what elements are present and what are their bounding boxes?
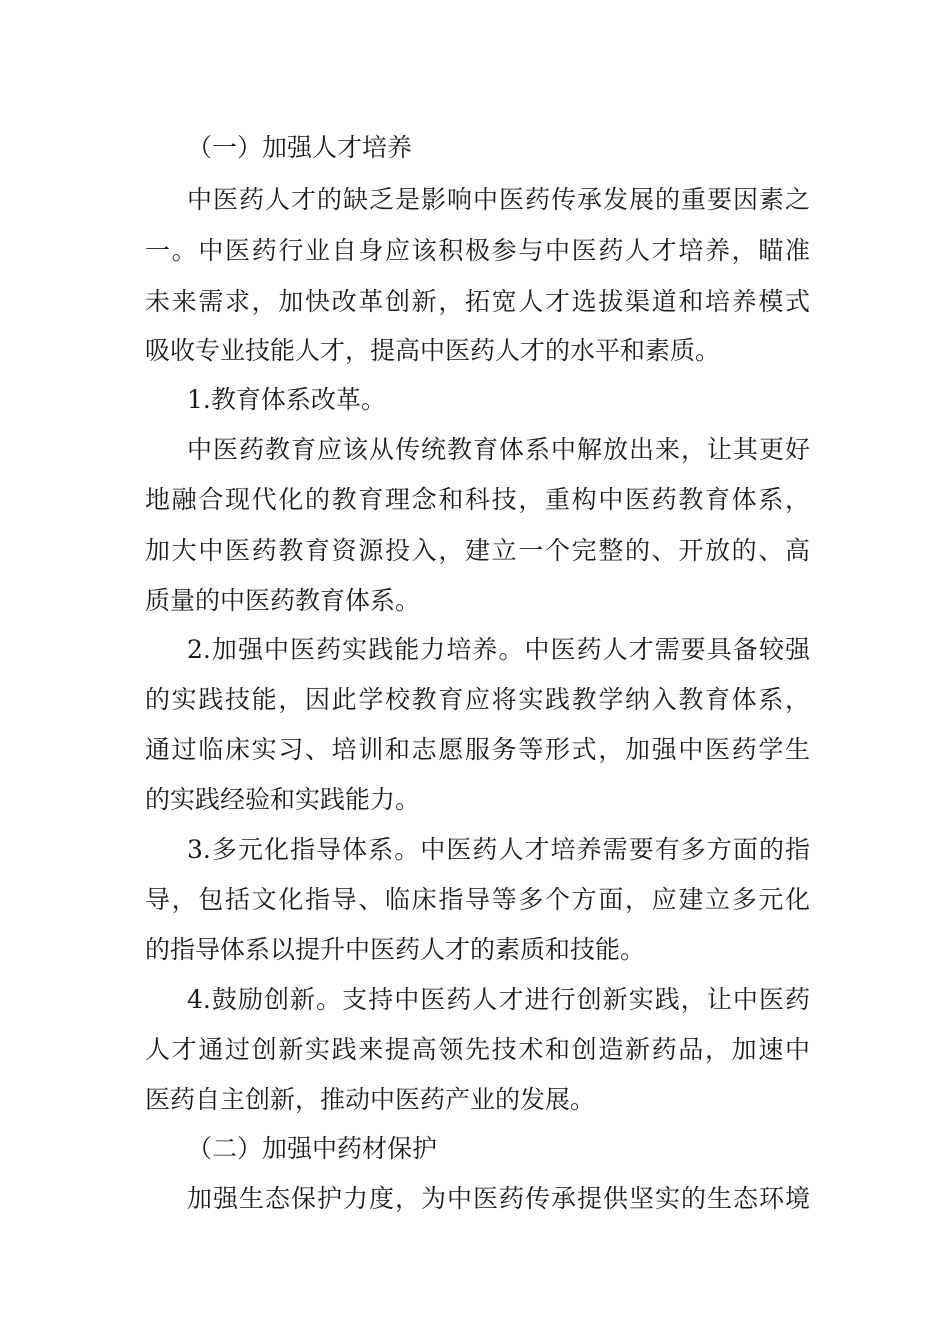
- item-title-education: 1.教育体系改革。: [187, 385, 386, 414]
- paragraph-line: 的指导体系以提升中医药人才的素质和技能。: [145, 935, 646, 964]
- section-heading-talent: （一）加强人才培养: [187, 133, 413, 162]
- paragraph-line: 2.加强中医药实践能力培养。中医药人才需要具备较强: [187, 635, 810, 664]
- paragraph-line: 的实践经验和实践能力。: [145, 785, 421, 814]
- paragraph-line: 质量的中医药教育体系。: [145, 586, 421, 615]
- paragraph-line: 加大中医药教育资源投入，建立一个完整的、开放的、高: [145, 536, 810, 565]
- paragraph-line: 中医药人才的缺乏是影响中医药传承发展的重要因素之: [187, 185, 810, 214]
- paragraph-line: 通过临床实习、培训和志愿服务等形式，加强中医药学生: [145, 735, 810, 764]
- paragraph-line: 3.多元化指导体系。中医药人才培养需要有多方面的指: [187, 835, 810, 864]
- paragraph-line: 4.鼓励创新。支持中医药人才进行创新实践，让中医药: [187, 985, 810, 1014]
- paragraph-line: 一。中医药行业自身应该积极参与中医药人才培养，瞄准: [145, 236, 810, 265]
- paragraph-line: 吸收专业技能人才，提高中医药人才的水平和素质。: [145, 336, 721, 365]
- paragraph-line: 的实践技能，因此学校教育应将实践教学纳入教育体系，: [145, 685, 810, 714]
- paragraph-line: 医药自主创新，推动中医药产业的发展。: [145, 1085, 596, 1114]
- section-heading-herbs: （二）加强中药材保护: [187, 1134, 438, 1163]
- paragraph-line: 加强生态保护力度，为中医药传承提供坚实的生态环境: [187, 1184, 810, 1213]
- paragraph-line: 中医药教育应该从传统教育体系中解放出来，让其更好: [187, 435, 810, 464]
- paragraph-line: 地融合现代化的教育理念和科技，重构中医药教育体系，: [145, 485, 810, 514]
- paragraph-line: 导，包括文化指导、临床指导等多个方面，应建立多元化: [145, 885, 810, 914]
- paragraph-line: 未来需求，加快改革创新，拓宽人才选拔渠道和培养模式: [145, 287, 810, 316]
- paragraph-line: 人才通过创新实践来提高领先技术和创造新药品，加速中: [145, 1035, 810, 1064]
